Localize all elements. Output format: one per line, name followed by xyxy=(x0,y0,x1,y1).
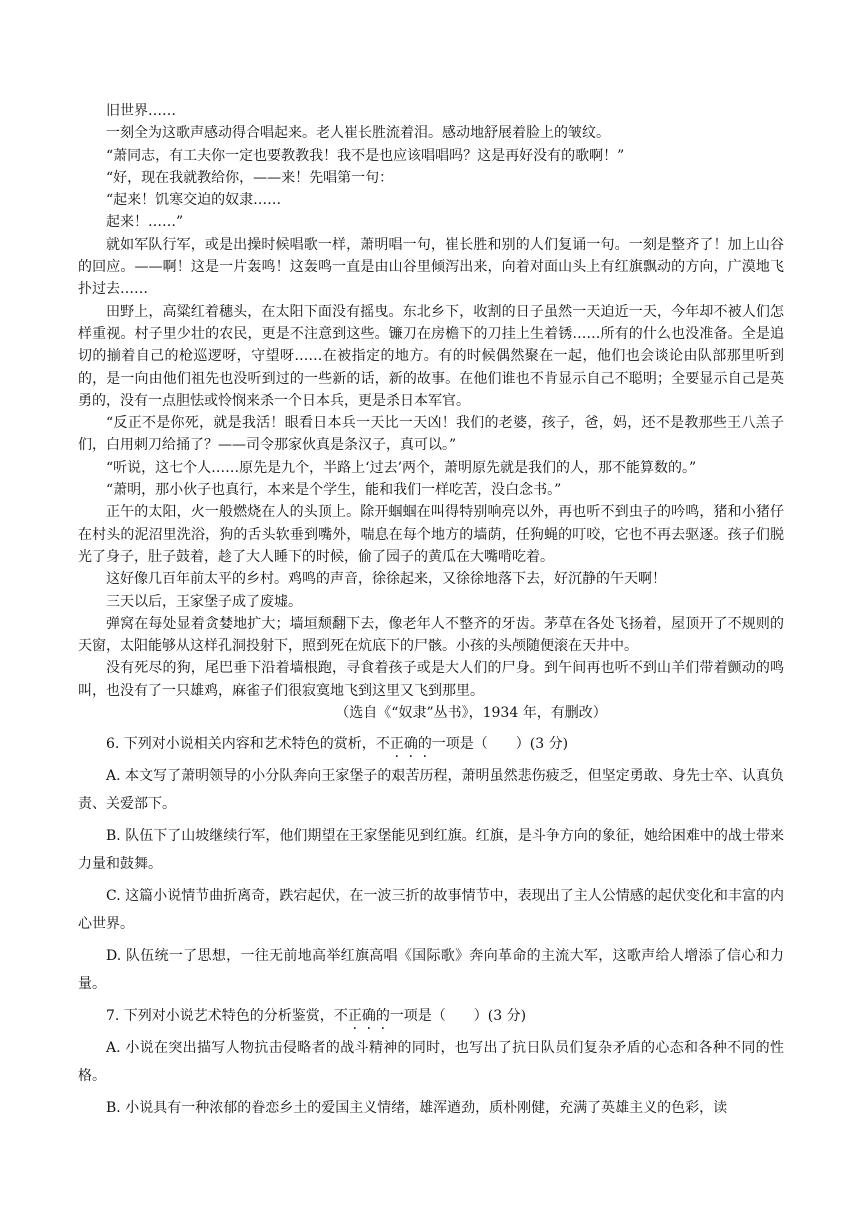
passage xyxy=(78,100,784,702)
passage-paragraph: 三天以后，王家堡子成了废墟。 xyxy=(106,593,302,610)
passage-paragraph: 田野上，高粱红着穗头，在太阳下面没有摇曳。东北乡下，收割的日子虽然一天迫近一天，今年却不被人们怎样重视。村子里少壮的农民，更是不注意到这些。镰刀在房檐下的刀挂上生着锈……所有的什么也没准备。全是追切的揃着自己的枪巡逻呀，守望呀……在被指定的地方。有的时候偶然聚在一起，他们也会谈论由队部那里听到的，是一向由他们祖先也没听到过的一些新的话，新的故事。在他们谁也不肯显示自己不聪明；全要显示自己是英勇的，没有一点胆怯或怜悯来杀一个日本兵，更是杀日本军官。 xyxy=(78,303,784,409)
passage-paragraph: 弹窝在每处显着贪婪地扩大；墙垣颓翻下去，像老年人不整齐的牙齿。茅草在各处飞扬着，屋顶开了不规则的天窗，太阳能够从这样孔洞投射下，照到死在炕底下的尸骸。小孩的头颅随便滚在天井中。 xyxy=(78,615,784,655)
question-stem-after: 的一项是（ ）(3 分) xyxy=(417,736,569,753)
question-stem-after: 的一项是（ ）(3 分) xyxy=(375,1008,527,1025)
exam-page xyxy=(78,100,784,1126)
passage-paragraph: “起来！饥寒交迫的奴隶…… xyxy=(106,192,282,209)
emphasis-dot-char: 确 xyxy=(361,1008,376,1025)
passage-paragraph: 这好像几百年前太平的乡村。鸡鸣的声音，徐徐起来，又徐徐地落下去，好沉静的午天啊！ xyxy=(106,571,666,588)
emphasis-dot-char: 正 xyxy=(389,736,404,753)
emphasis-dot-char: 不 xyxy=(333,1008,348,1025)
passage-paragraph: 旧世界…… xyxy=(106,103,176,119)
emphasis-marked-text xyxy=(334,1008,376,1024)
passage-paragraph: “萧同志，有工夫你一定也要教教我！我不是也应该唱唱吗？这是再好没有的歌啊！” xyxy=(106,147,625,164)
question-7 xyxy=(78,1002,784,1122)
option-a: A. 小说在突出描写人物抗击侵略者的战斗精神的同时，也写出了抗日队员们复杂矛盾的心态和各种不同的性格。 xyxy=(78,1040,784,1085)
question-stem-before: 6. 下列对小说相关内容和艺术特色的赏析， xyxy=(106,736,376,753)
passage-paragraph: 正午的太阳，火一般燃烧在人的头顶上。除开蝈蝈在叫得特别响亮以外，再也听不到虫子的吟鸣，猪和小猪仔在村头的泥沼里洗浴，狗的舌头软垂到嘴外，喘息在每个地方的墙荫，任狗蝇的叮咬，它也不再去驱逐。孩子们脱光了身子，肚子鼓着，趁了大人睡下的时候，偷了园子的黄瓜在大嘴啃吃着。 xyxy=(78,504,784,565)
question-stem xyxy=(78,1002,784,1030)
emphasis-marked-text xyxy=(376,736,418,752)
option-b: B. 队伍下了山坡继续行军，他们期望在王家堡能见到红旗。红旗，是斗争方向的象征，她给困难中的战士带来力量和鼓舞。 xyxy=(78,828,784,873)
passage-paragraph: 就如军队行军，或是出操时候唱歌一样，萧明唱一句，崔长胜和别的人们复诵一句。一刻是整齐了！加上山谷的回应。——啊！这是一片轰鸣！这轰鸣一直是由山谷里倾泻出来，向着对面山头上有红旗飘动的方向，广漠地飞扑过去…… xyxy=(78,236,784,298)
option-d: D. 队伍统一了思想，一往无前地高举红旗高唱《国际歌》奔向革命的主流大军，这歌声给人增添了信心和力量。 xyxy=(78,948,784,993)
emphasis-dot-char: 正 xyxy=(347,1008,362,1025)
passage-paragraph: 一刻全为这歌声感动得合唱起来。老人崔长胜流着泪。感动地舒展着脸上的皱纹。 xyxy=(106,125,610,142)
option-c: C. 这篇小说情节曲折离奇，跌宕起伏，在一波三折的故事情节中，表现出了主人公情感的起伏变化和丰富的内心世界。 xyxy=(78,888,784,933)
passage-paragraph: “听说，这七个人……原先是九个，半路上‘过去’两个，萧明原先就是我们的人，那不能算数的。” xyxy=(106,459,697,476)
option-a: A. 本文写了萧明领导的小分队奔向王家堡子的艰苦历程，萧明虽然悲伤疲乏，但坚定勇敢、身先士卒、认真负责、关爱部下。 xyxy=(78,768,784,813)
question-6 xyxy=(78,730,784,998)
passage-paragraph: 没有死尽的狗，尾巴垂下沿着墙根跑，寻食着孩子或是大人们的尸身。到午间再也听不到山羊们带着颤动的鸣叫，也没有了一只雄鸡，麻雀子们很寂寞地飞到这里又飞到那里。 xyxy=(78,660,784,699)
passage-paragraph: 起来！……” xyxy=(106,214,184,231)
emphasis-dot-char: 不 xyxy=(375,736,390,753)
question-stem-before: 7. 下列对小说艺术特色的分析鉴赏， xyxy=(106,1008,334,1025)
passage-paragraph: “好，现在我就教给你，——来！先唱第一句： xyxy=(106,169,394,186)
option-b: B. 小说具有一种浓郁的眷恋乡土的爱国主义情绪，雄浑遒劲，质朴刚健，充满了英雄主义的色彩，读 xyxy=(106,1100,728,1117)
source-citation: （选自《“奴隶”丛书》，1934 年，有删改） xyxy=(335,705,607,722)
question-stem xyxy=(78,730,784,758)
passage-paragraph: “反正不是你死，就是我活！眼看日本兵一天比一天凶！我们的老婆，孩子，爸，妈，还不是教那些王八羔子们，白用刺刀给捅了？——司令那家伙真是条汉子，真可以。” xyxy=(78,415,784,454)
emphasis-dot-char: 确 xyxy=(403,736,418,753)
passage-paragraph: “萧明，那小伙子也真行，本来是个学生，能和我们一样吃苦，没白念书。” xyxy=(106,482,562,499)
